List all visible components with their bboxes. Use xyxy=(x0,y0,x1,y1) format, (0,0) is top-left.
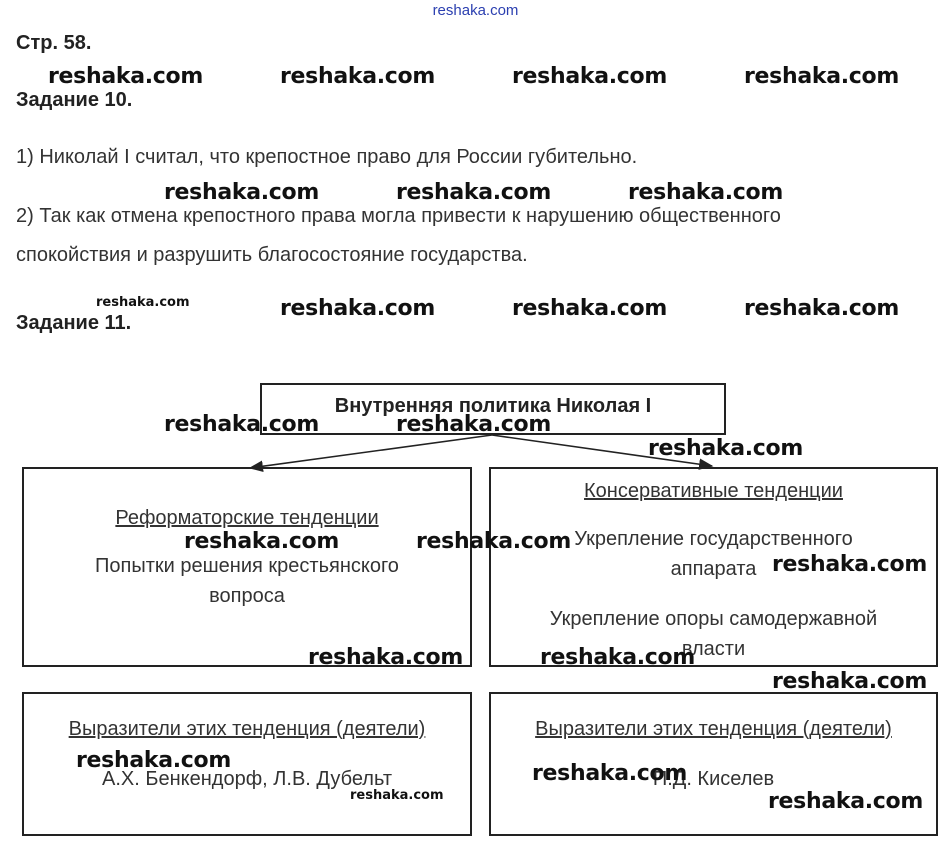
watermark: reshaka.com xyxy=(396,412,551,437)
watermark: reshaka.com xyxy=(48,64,203,89)
watermark: reshaka.com xyxy=(768,789,923,814)
task10-answer2-line1: 2) Так как отмена крепостного права могла привести к нарушению общественного xyxy=(16,205,781,227)
reform-item-line1: Попытки решения крестьянского xyxy=(95,555,399,577)
watermark-small: reshaka.com xyxy=(350,788,444,803)
conservative-item2-line1: Укрепление опоры самодержавной xyxy=(549,608,878,630)
watermark: reshaka.com xyxy=(308,645,463,670)
watermark: reshaka.com xyxy=(744,64,899,89)
watermark: reshaka.com xyxy=(416,529,571,554)
watermark: reshaka.com xyxy=(512,64,667,89)
top-watermark: reshaka.com xyxy=(432,2,519,19)
watermark: reshaka.com xyxy=(184,529,339,554)
watermark: reshaka.com xyxy=(280,64,435,89)
conservative-item1-line1: Укрепление государственного xyxy=(574,528,853,550)
reform-heading: Реформаторские тенденции xyxy=(115,507,379,529)
page-label: Стр. 58. xyxy=(16,32,92,54)
conservative-item1-line2: аппарата xyxy=(670,558,757,580)
task11-title: Задание 11. xyxy=(16,312,132,334)
watermark: reshaka.com xyxy=(744,296,899,321)
watermark: reshaka.com xyxy=(164,180,319,205)
conservative-item2-line2: власти xyxy=(681,638,746,660)
watermark: reshaka.com xyxy=(76,748,231,773)
conservative-people-heading: Выразители этих тенденция (деятели) xyxy=(535,718,892,740)
watermark: reshaka.com xyxy=(396,180,551,205)
watermark: reshaka.com xyxy=(540,645,695,670)
root-title: Внутренняя политика Николая I xyxy=(334,395,652,417)
reform-people-names: А.Х. Бенкендорф, Л.В. Дубельт xyxy=(102,768,392,790)
task10-title: Задание 10. xyxy=(16,89,133,111)
reform-item-line2: вопроса xyxy=(209,585,285,607)
watermark: reshaka.com xyxy=(532,761,687,786)
watermark: reshaka.com xyxy=(280,296,435,321)
conservative-heading: Консервативные тенденции xyxy=(584,480,843,502)
task10-answer2-line2: спокойствия и разрушить благосостояние государства. xyxy=(16,244,528,266)
watermark: reshaka.com xyxy=(772,669,927,694)
watermark: reshaka.com xyxy=(164,412,319,437)
watermark: reshaka.com xyxy=(772,552,927,577)
watermark: reshaka.com xyxy=(512,296,667,321)
reform-people-heading: Выразители этих тенденция (деятели) xyxy=(68,718,426,740)
conservative-people-names: П.Д. Киселев xyxy=(652,768,775,790)
task10-answer1: 1) Николай I считал, что крепостное право для России губительно. xyxy=(16,146,638,168)
watermark-small: reshaka.com xyxy=(96,295,190,310)
arrow-to-reform xyxy=(250,435,492,468)
watermark: reshaka.com xyxy=(628,180,783,205)
watermark: reshaka.com xyxy=(648,436,803,461)
